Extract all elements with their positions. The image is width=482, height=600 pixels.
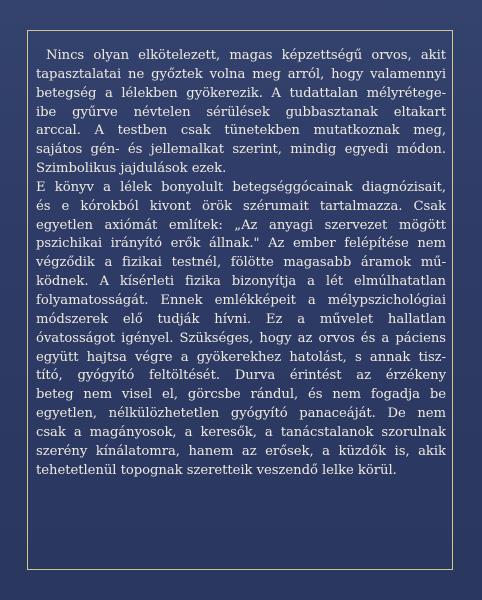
text-line: óvatosságot igényel. Szükséges, hogy az orvos és a páciens [36, 330, 446, 346]
text-line: szerény kínálatomra, hanem az erősek, a küzdők is, akik [36, 443, 446, 459]
text-line: tító, gyógyító feltöltését. Durva érintést az érzékeny [36, 368, 446, 384]
text-line: ibe gyűrve névtelen sérülések gubbasztanak eltakart [36, 104, 446, 120]
text-line: arccal. A testben csak tünetekben mutatkoznak meg, [36, 123, 446, 139]
text-line: csak a magányosok, a keresők, a tanácstalanok szorulnak [36, 424, 446, 440]
text-line: beteg nem visel el, görcsbe rándul, és nem fogadja be [36, 387, 446, 403]
text-line: betegség a lélekben gyökerezik. A tudattalan mélyrétege- [36, 85, 446, 101]
text-line: ködnek. A kísérleti fizika bizonyítja a lét elmúlhatatlan [36, 274, 446, 290]
paragraph-1 [36, 47, 446, 179]
text-line: végződik a fizikai testnél, fölötte magasabb áramok mű- [36, 255, 446, 271]
text-line: sajátos gén- és jellemalkat szerint, mindig egyedi módon. [36, 142, 446, 158]
text-line: egyetlen, nélkülözhetetlen gyógyító panaceáját. De nem [36, 406, 446, 422]
text-line: együtt hajtsa végre a gyökerekhez hatolást, s annak tisz- [36, 349, 446, 365]
text-line: folyamatosságát. Ennek emlékképeit a mélypszichológiai [36, 292, 446, 308]
text-line: tehetetlenül topognak szeretteik veszendő lelke körül. [36, 462, 397, 478]
text-line: E könyv a lélek bonyolult betegséggócainak diagnózisait, [36, 179, 446, 195]
text-line: Nincs olyan elkötelezett, magas képzettségű orvos, akit [46, 48, 446, 63]
text-line: módszerek elő tudják hívni. Ez a művelet hallatlan [36, 311, 446, 327]
text-line: Szimbolikus jajdulások ezek. [36, 161, 227, 177]
blurb-text [36, 47, 446, 480]
text-line: és e kórokból kivont örök szérumait tartalmazza. Csak [36, 198, 446, 214]
text-line: egyetlen axiómát említek: „Az anyagi szervezet mögött [36, 217, 446, 233]
text-line: pszichikai irányító erők állnak." Az ember felépítése nem [36, 236, 446, 252]
text-line: tapasztalatai ne győztek volna meg arról, hogy valamennyi [36, 66, 446, 82]
paragraph-2 [36, 179, 446, 481]
